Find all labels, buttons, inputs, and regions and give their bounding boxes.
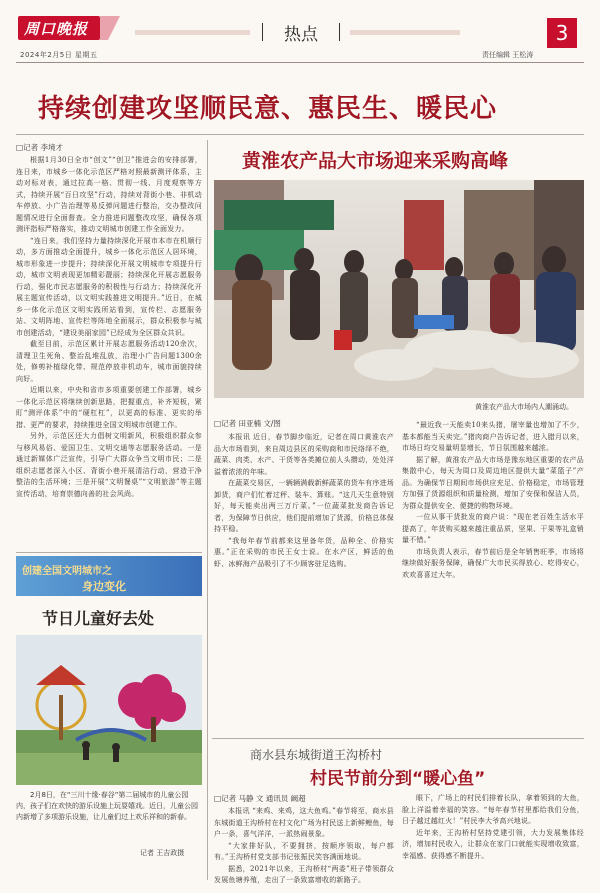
newspaper-logo [18,16,100,40]
masthead [0,0,600,70]
left-paragraph: 另外，示范区还大力倡树文明新风，积极组织群众参与移风易俗、爱国卫生、文明交通等志愿服务活动。一是通过新媒体广泛宣传，引导广大群众争当文明市民；二是组织志愿者深入小区、背街小巷开展清洁行动，营造干净整洁的生活环境；三是开展“文明餐桌”“文明旅游”等主题宣传活动，培育崇德向善的社会风尚。 [16,432,202,498]
page-number: 3 [547,18,577,48]
left-paragraph: 根据1月30日全市“创文”“创卫”推进会的安排部署，连日来，市城乡一体化示范区严格对照最新测评体系，主动对标对表，通过拉高一格、贯彻一线、月度观察等方式，持续开展“百日攻坚”行动，持续对背街小巷、非机动车停放、小广告治理等易反弹问题进行整治，交办整改问题情况进行全面督查。全力推进问题整改攻坚，确保各项测评指标严格落实，推动文明城市创建工作全面发力。 [16,156,202,233]
header-rule [16,62,584,63]
market-paragraph: 本报讯 近日，春节脚步临近，记者在周口黄淮农产品大市场看到，来自周边县区的采购商和市民络绎不绝，蔬菜、肉类、水产、干货等各类摊位前人头攒动，处处洋溢着浓浓的年味。 [214,433,394,476]
market-photo [214,180,584,398]
header-divider-right [350,30,460,35]
market-paragraph: 据了解，黄淮农产品大市场是豫东地区重要的农产品集散中心，每天为周口及周边地区提供大量“菜篮子”产品。为确保节日期间市场供应充足、价格稳定，市场管理方加强了货源组织和质量检测，增加了安保和保洁人员，为群众提供安全、便捷的购物环境。 [402,455,584,510]
market-paragraph: “最近我一天能卖10来头猪，屠宰量也增加了不少，基本都能当天卖完。”猪肉商户告诉记者，进入腊月以来，市场日均交易量明显增长，节日氛围越来越浓。 [402,421,584,452]
fish-article-col1 [214,806,394,884]
banner-line-2: 身边变化 [82,580,126,593]
fish-article-title: 村民节前分到“暖心鱼” [310,769,486,789]
fish-paragraph: “大家排好队，不要拥挤，按顺序领取，每户都有。”王沟桥村党支部书记张振民笑容满面地说。 [214,841,394,861]
market-photo-caption: 黄淮农产品大市场内人潮涌动。 [475,403,573,411]
feature-rule [16,552,202,553]
logo-text: 周口晚报 [24,20,89,38]
park-photo [16,635,202,785]
column-divider [207,140,208,880]
market-paragraph: 一位从事干货批发的商户说：“现在老百姓生活水平提高了，年货购买越来越注重品质，坚果、干果等礼盒销量不错。” [402,513,584,544]
logo-mark-icon [100,16,120,40]
children-park-image [16,635,202,785]
section-rule [212,738,584,739]
section-label: 热点 [262,20,340,45]
fish-article-col2 [402,793,584,878]
fish-paragraph: 据悉，2021年以来，王沟桥村“两委”班子带领群众发展鱼塘养殖，走出了一条致富增收的新路子。 [214,864,394,884]
market-paragraph: 在蔬菜交易区，一辆辆满载新鲜蔬菜的货车有序进场卸货，商户们忙着过秤、装车、算账。“这几天生意特别好，每天能卖出两三万斤菜。”一位蔬菜批发商告诉记者，为保障节日供应，他们提前增加了货源，价格总体保持平稳。 [214,479,394,533]
market-paragraph: “我每年春节前都来这里备年货，品种全、价格实惠。”正在采购的市民王女士说。在水产区，鲜活的鱼虾、冰鲜海产品吸引了不少顾客驻足选购。 [214,536,394,568]
park-photo-caption: 2月8日，在“三川十缘·春谷”第二届城市的儿童公园内，孩子们在欢快的游乐设施上玩耍嬉戏。近日，儿童公园内新增了多项游乐设施，让儿童们过上欢乐祥和的新春。 [16,791,198,821]
market-paragraph: 市场负责人表示，春节前后是全年销售旺季，市场将继续做好服务保障，确保广大市民买得放心、吃得安心，欢欢喜喜过大年。 [402,547,584,579]
left-article-byline: □记者 李境才 [16,143,63,152]
banner-line-1: 创建全国文明城市之 [22,566,112,577]
fish-paragraph: 近年来，王沟桥村坚持党建引领，大力发展集体经济，增加村民收入，让群众在家门口就能实现增收致富，幸福感、获得感不断提升。 [402,828,584,860]
responsible-editor: 责任编辑 王松涛 [482,51,534,59]
fish-article-kicker: 商水县东城街道王沟桥村 [250,748,383,762]
header-divider-left [135,30,250,35]
park-photographer: 记者 王吉政摄 [140,849,185,857]
left-paragraph: 截至目前，示范区累计开展志愿服务活动120余次，清理卫生死角、整治乱堆乱放，治理小广告问题1300余处，修剪补植绿化带、规范停放非机动车，城市面貌持续向好。 [16,340,202,383]
civilization-banner [16,556,202,596]
fish-paragraph: 眼下，广场上的村民们排着长队，拿着领到的大鱼，脸上洋溢着幸福的笑容。“每年春节村里都给我们分鱼，日子越过越红火！”村民李大爷高兴地说。 [402,794,584,825]
main-headline: 持续创建攻坚顺民意、惠民生、暖民心 [38,94,498,124]
market-article-byline: □记者 田亚楠 文/图 [214,419,281,428]
market-article-col1 [214,432,394,730]
left-paragraph: 近期以来，中央和省市多项重要创建工作部署，城乡一体化示范区将继续创新思路，把握重点，补齐短板，紧盯“测评体系”中的“硬杠杠”，以更高的标准、更实的举措、更严的要求，持续推进全国文明城市创建工作。 [16,386,202,429]
left-paragraph: “连日来，我们坚持力量持续深化开展市本市在机顺行动，多方面推动全面提升，城乡一体化示范区人居环境，城市形象进一步提升；持续深化开展文明城市专项提升行动，城市文明表现更加精彩靓丽；持续深化开展志愿服务行动，强化市民志愿服务的积极性与行动力；持续深化开展主题宣传活动，以文明实践推进文明提升。”近日，在城乡一体化示范区文明实践所站看到，宣传栏、志愿服务站、文明阵地、宣传栏等阵地全面展示，群众积极参与城市创建活动，“建设美丽家园”已经成为全区群众共识。 [16,236,202,337]
left-article-body [16,155,202,549]
fish-article-byline: □记者 马静 文 通讯员 阚超 [214,794,306,803]
headline-rule [16,134,584,135]
issue-date: 2024年2月5日 星期五 [20,51,98,59]
market-crowd-image [214,180,584,398]
market-article-title: 黄淮农产品大市场迎来采购高峰 [242,150,509,172]
feature-title: 节日儿童好去处 [42,609,155,628]
market-article-col2 [402,420,584,730]
fish-paragraph: 本报讯 “来鸡、来鸡，这大鱼鸡。”春节将至，商水县东城街道王沟桥村在村文化广场为村民送上新鲜鲤鱼，每户一条，喜气洋洋，一派热闹景象。 [214,807,394,838]
